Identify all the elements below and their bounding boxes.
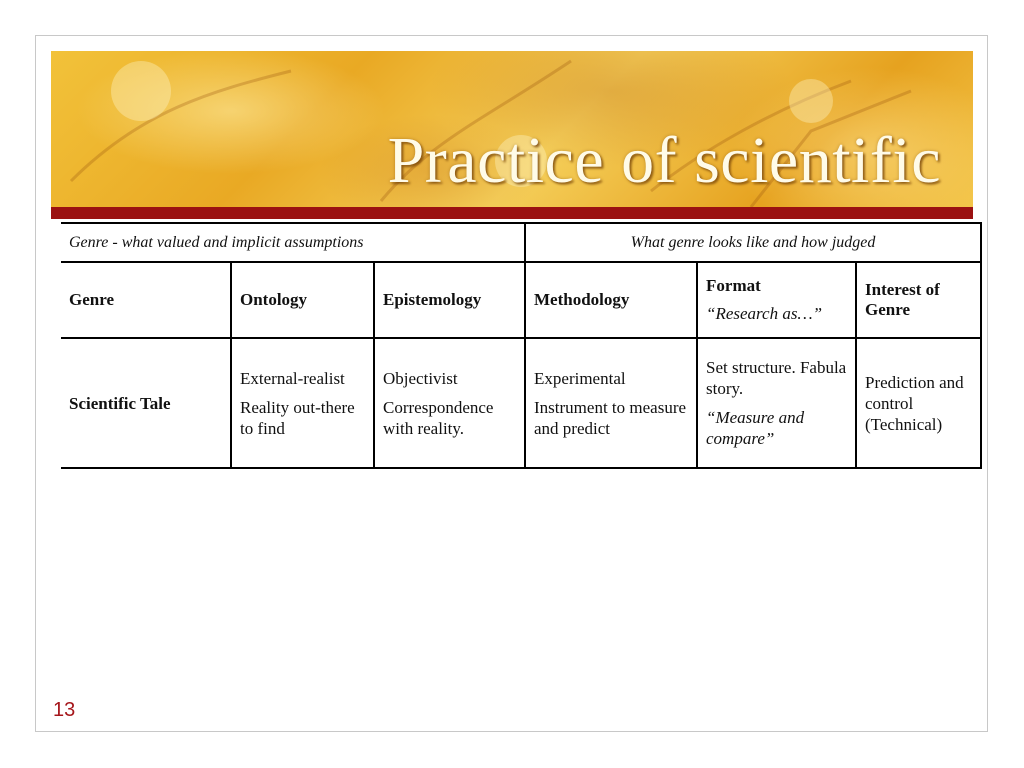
header-genre: Genre xyxy=(61,262,231,338)
cell-epistemology-line2: Correspondence with reality. xyxy=(383,397,494,438)
cell-ontology-line2: Reality out-there to find xyxy=(240,397,355,438)
header-format-label: Format xyxy=(706,276,761,295)
header-ontology: Ontology xyxy=(231,262,374,338)
header-format xyxy=(697,262,856,338)
title-rule xyxy=(51,207,973,219)
cell-format-line1: Set structure. Fabula story. xyxy=(706,358,847,398)
title-banner-image xyxy=(51,51,973,207)
cell-methodology xyxy=(525,338,697,468)
cell-methodology-line2: Instrument to measure and predict xyxy=(534,397,687,438)
header-format-subtitle: “Research as…” xyxy=(706,304,823,323)
cell-format xyxy=(697,338,856,468)
genre-table xyxy=(61,222,981,469)
cell-interest: Prediction and control (Technical) xyxy=(856,338,981,468)
table-header-row xyxy=(61,262,981,338)
cell-format-line2: “Measure and compare” xyxy=(706,408,805,448)
table-row xyxy=(61,338,981,468)
cell-epistemology-line1: Objectivist xyxy=(383,368,458,388)
header-methodology: Methodology xyxy=(525,262,697,338)
header-epistemology: Epistemology xyxy=(374,262,525,338)
cell-methodology-line1: Experimental xyxy=(534,368,626,388)
cell-epistemology xyxy=(374,338,525,468)
group-header-right: What genre looks like and how judged xyxy=(525,223,981,262)
group-header-left: Genre - what valued and implicit assumptions xyxy=(61,223,525,262)
cell-ontology-line1: External-realist xyxy=(240,368,345,388)
cell-genre: Scientific Tale xyxy=(61,338,231,468)
slide-title: Practice of scientific xyxy=(387,124,941,197)
header-interest: Interest of Genre xyxy=(856,262,981,338)
cell-ontology xyxy=(231,338,374,468)
page-number: 13 xyxy=(53,699,76,721)
table-group-row xyxy=(61,223,981,262)
